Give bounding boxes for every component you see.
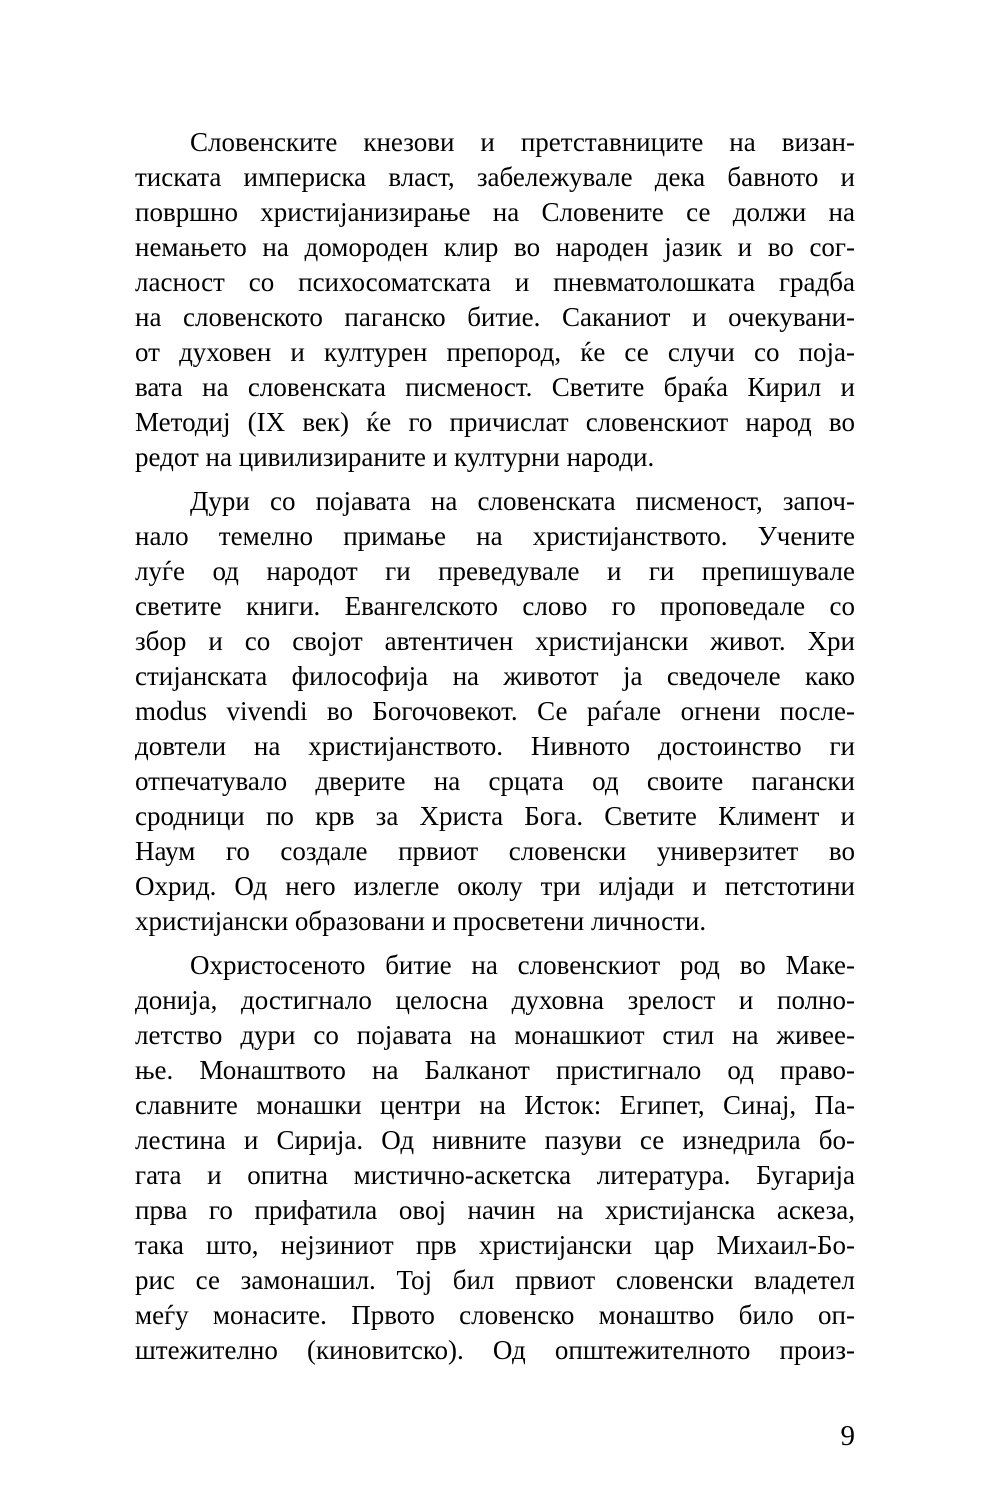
text-line: Наум го создале првиот словенски универзитет во [135,836,855,866]
text-line: Методиј (IX век) ќе го причислат словенскиот народ во [135,407,855,437]
text-line: сродници по крв за Христа Бога. Светите Климент и [135,801,855,831]
text-line: отпечатувало дверите на срцата од своите пагански [135,766,855,796]
text-line: нало темелно примање на христијанството. Учените [135,521,855,551]
text-line: светите книги. Евангелското слово го проповедале со [135,591,855,621]
text-line: рис се замонашил. Тој бил првиот словенски владетел [135,1265,855,1295]
text-line: вата на словенската писменост. Светите браќа Кирил и [135,372,855,402]
text-line: на словенското паганско битие. Саканиот и очекувани- [135,302,855,332]
text-line: славните монашки центри на Исток: Египет, Синај, Па- [135,1090,855,1120]
text-line: ње. Монаштвото на Балканот пристигнало од право- [135,1055,855,1085]
text-line: редот на цивилизираните и културни народи. [135,442,655,472]
page-number: 9 [840,1420,855,1452]
text-line: така што, нејзиниот прв христијански цар Михаил-Бо- [135,1230,855,1260]
paragraph-2 [135,484,855,939]
text-line: летство дури со појавата на монашкиот стил на живее- [135,1020,855,1050]
page-text-block [135,125,855,1368]
text-line: збор и со својот автентичен христијански живот. Хри [135,626,855,656]
text-line: лестина и Сирија. Од нивните пазуви се изнедрила бо- [135,1125,855,1155]
text-line: от духовен и културен препород, ќе се случи со поја- [135,337,855,367]
text-line: modus vivendi во Богочовекот. Се раѓале огнени после- [135,696,855,726]
text-line: донија, достигнало целосна духовна зрелост и полно- [135,985,855,1015]
paragraph-3 [135,948,855,1368]
text-line: тиската империска власт, забележувале дека бавното и [135,162,855,192]
text-line: стијанската философија на животот ја сведочеле како [135,661,855,691]
text-line: Охрид. Од него излегле околу три илјади и петстотини [135,871,855,901]
text-line: меѓу монасите. Првото словенско монаштво било оп- [135,1300,855,1330]
paragraph-1 [135,125,855,475]
text-line: штежително (киновитско). Од општежителното произ- [135,1335,855,1365]
text-line: Охристосеното битие на словенскиот род во Маке- [190,950,855,980]
text-line: прва го прифатила овој начин на христијанска аскеза, [135,1195,855,1225]
text-line: Дури со појавата на словенската писменост, започ- [190,486,855,516]
text-line: површно христијанизирање на Словените се должи на [135,197,855,227]
text-line: довтели на христијанството. Нивното достоинство ги [135,731,855,761]
text-line: немањето на домороден клир во народен јазик и во сог- [135,232,855,262]
text-line: луѓе од народот ги преведувале и ги препишувале [135,556,855,586]
text-line: гата и опитна мистично-аскетска литература. Бугарија [135,1160,855,1190]
text-line: Словенските кнезови и претставниците на визан- [190,127,855,157]
text-line: ласност со психосоматската и пневматолошката градба [135,267,855,297]
text-line: христијански образовани и просветени личности. [135,906,707,936]
